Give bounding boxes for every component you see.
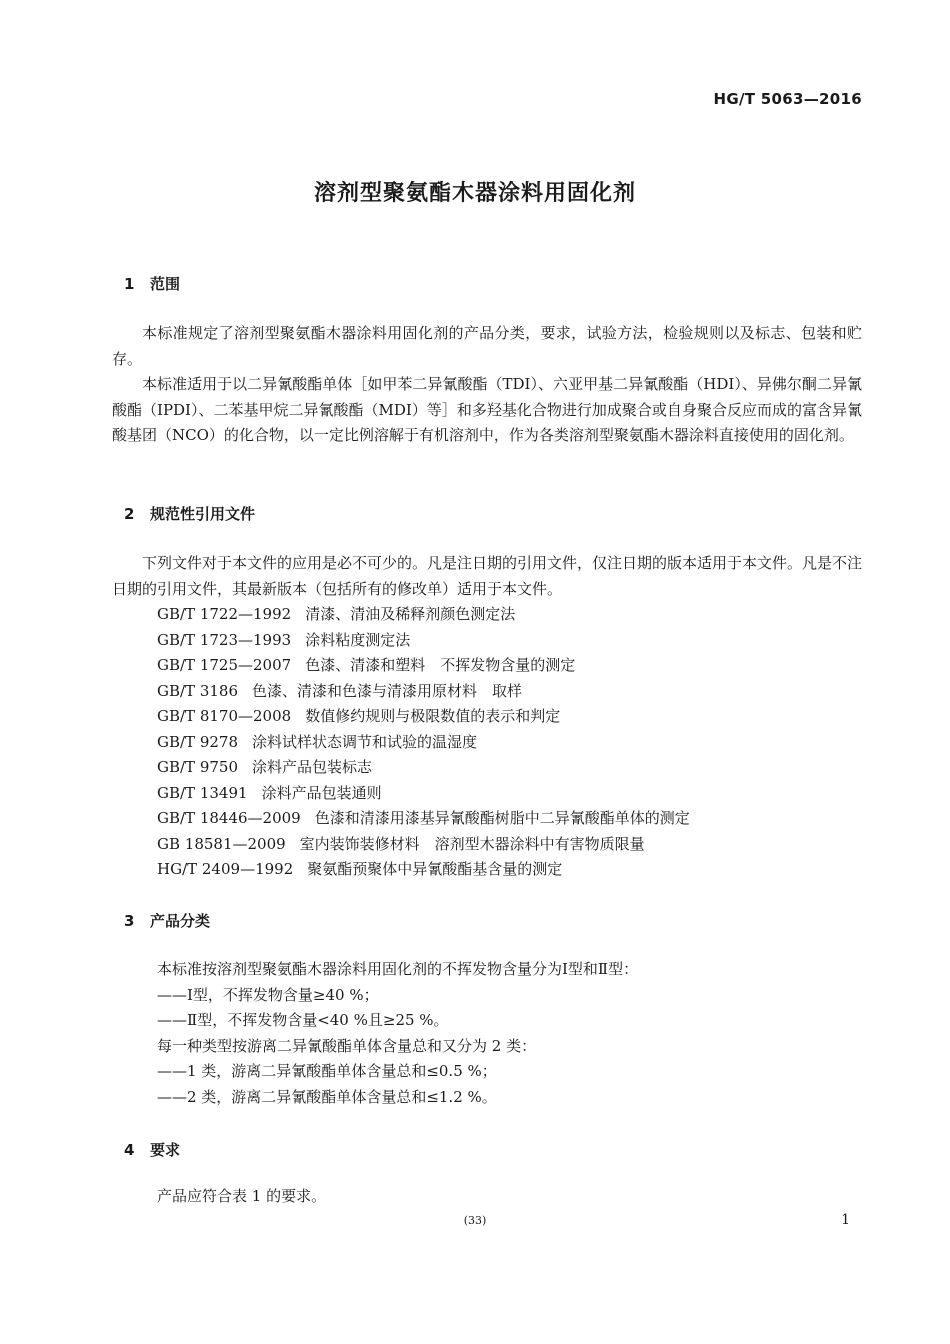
reference-code: GB/T 13491 [157, 783, 248, 802]
reference-code: GB/T 3186 [157, 681, 239, 700]
reference-title: 清漆、清油及稀释剂颜色测定法 [305, 605, 516, 623]
reference-item [157, 755, 690, 781]
reference-title: 数值修约规则与极限数值的表示和判定 [305, 707, 561, 725]
reference-code: GB/T 1723—1993 [157, 630, 292, 649]
reference-title: 涂料产品包装通则 [261, 783, 382, 802]
section-title: 规范性引用文件 [150, 505, 256, 523]
reference-item [157, 781, 690, 807]
page-number: 1 [841, 1212, 850, 1228]
reference-title: 涂料粘度测定法 [305, 630, 411, 649]
reference-item [157, 628, 690, 654]
reference-title: 涂料产品包装标志 [252, 758, 373, 776]
reference-code: GB/T 1722—1992 [157, 605, 292, 623]
section-number: 3 [124, 912, 135, 930]
section-number: 1 [124, 275, 135, 293]
section-number: 2 [124, 505, 135, 523]
section-title: 产品分类 [150, 912, 211, 930]
section-heading-requirements [124, 1139, 180, 1160]
section-title: 要求 [150, 1141, 181, 1159]
reference-title: 色漆、清漆和塑料 不挥发物含量的测定 [305, 656, 576, 674]
reference-item [157, 832, 690, 858]
scope-paragraph-2: 本标准适用于以二异氰酸酯单体［如甲苯二异氰酸酯（TDI）、六亚甲基二异氰酸酯（HDI）、异佛尔酮二异氰酸酯（IPDI）、二苯基甲烷二异氰酸酯（MDI）等］和多羟基化合物进行加成聚合或自身聚合反应而成的富含异氰酸基团（NCO）的化合物，以一定比例溶解于有机溶剂中，作为各类溶剂型聚氨酯木器涂料直接使用的固化剂。 [112, 375, 862, 444]
reference-item [157, 730, 690, 756]
standard-code: HG/T 5063—2016 [713, 90, 862, 108]
section-number: 4 [124, 1141, 135, 1159]
section-heading-normative-refs [124, 503, 255, 524]
reference-item [157, 679, 690, 705]
section-heading-classification [124, 910, 210, 931]
scope-paragraph-1: 本标准规定了溶剂型聚氨酯木器涂料用固化剂的产品分类，要求，试验方法，检验规则以及标志、包装和贮存。 [112, 324, 862, 368]
classification-line: 每一种类型按游离二异氰酸酯单体含量总和又分为 2 类： [157, 1036, 537, 1055]
requirements-text [157, 1184, 326, 1210]
reference-code: GB/T 9750 [157, 758, 239, 776]
requirements-line: 产品应符合表 1 的要求。 [157, 1187, 327, 1205]
section-title: 范围 [150, 275, 181, 293]
reference-title: 室内装饰装修材料 溶剂型木器涂料中有害物质限量 [299, 834, 645, 853]
reference-title: 色漆、清漆和色漆与清漆用原材料 取样 [252, 681, 523, 700]
classification-line: ——1 类，游离二异氰酸酯单体含量总和≤0.5 %； [157, 1062, 497, 1080]
reference-code: GB/T 8170—2008 [157, 707, 292, 725]
classification-line: ——Ⅱ型，不挥发物含量<40 %且≥25 %。 [157, 1011, 449, 1029]
reference-code: GB/T 18446—2009 [157, 809, 301, 827]
classification-line: 本标准按溶剂型聚氨酯木器涂料用固化剂的不挥发物含量分为Ⅰ型和Ⅱ型： [157, 960, 639, 978]
classification-line: ——2 类，游离二异氰酸酯单体含量总和≤1.2 %。 [157, 1087, 497, 1106]
reference-title: 涂料试样状态调节和试验的温湿度 [252, 732, 478, 751]
reference-item [157, 806, 690, 832]
center-page-marker: (33) [463, 1214, 487, 1227]
normative-refs-intro: 下列文件对于本文件的应用是必不可少的。凡是注日期的引用文件，仅注日期的版本适用于本文件。凡是不注日期的引用文件，其最新版本（包括所有的修改单）适用于本文件。 [112, 554, 863, 598]
classification-list [157, 957, 638, 1110]
reference-code: GB 18581—2009 [157, 834, 286, 853]
reference-code: GB/T 1725—2007 [157, 656, 292, 674]
reference-title: 色漆和清漆用漆基异氰酸酯树脂中二异氰酸酯单体的测定 [314, 809, 690, 827]
reference-list [157, 602, 690, 883]
reference-code: HG/T 2409—1992 [157, 860, 294, 878]
classification-line: ——Ⅰ型，不挥发物含量≥40 %； [157, 985, 379, 1004]
section-heading-scope [124, 273, 180, 294]
reference-item [157, 653, 690, 679]
document-title: 溶剂型聚氨酯木器涂料用固化剂 [313, 181, 636, 206]
reference-item [157, 857, 690, 883]
reference-item [157, 602, 690, 628]
reference-code: GB/T 9278 [157, 732, 239, 751]
reference-item [157, 704, 690, 730]
reference-title: 聚氨酯预聚体中异氰酸酯基含量的测定 [307, 860, 563, 878]
